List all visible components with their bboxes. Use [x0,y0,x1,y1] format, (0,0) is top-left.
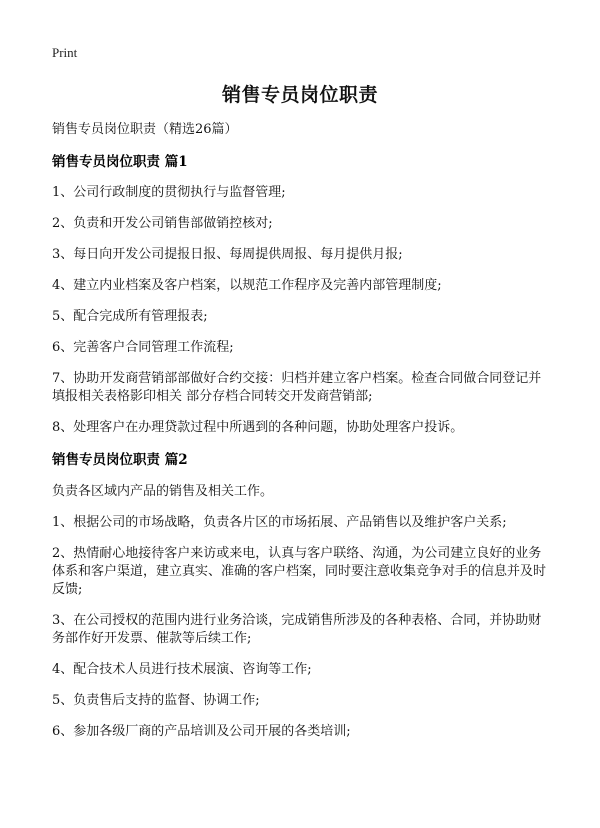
list-item: 4、建立内业档案及客户档案，以规范工作程序及完善内部管理制度; [52,278,442,293]
list-item: 3、在公司授权的范围内进行业务洽谈，完成销售所涉及的各种表格、合同，并协助财务部作好开发票、催款等后续工作; [52,613,542,646]
list-item: 7、协助开发商营销部部做好合约交接：归档并建立客户档案。检查合同做合同登记并填报相关表格影印相关 部分存档合同转交开发商营销部; [52,371,542,404]
print-link[interactable]: Print [52,45,78,60]
list-item: 8、处理客户在办理贷款过程中所遇到的各种问题，协助处理客户投诉。 [52,420,464,435]
list-item: 4、配合技术人员进行技术展演、咨询等工作; [52,662,312,677]
list-item: 3、每日向开发公司提报日报、每周提供周报、每月提供月报; [52,247,403,262]
list-item: 1、公司行政制度的贯彻执行与监督管理; [52,185,286,200]
section-heading-1: 销售专员岗位职责 篇1 [52,154,188,170]
list-item: 1、根据公司的市场战略，负责各片区的市场拓展、产品销售以及维护客户关系; [52,515,507,530]
list-item: 5、负责售后支持的监督、协调工作; [52,693,260,708]
document-body [52,120,552,754]
list-item: 6、参加各级厂商的产品培训及公司开展的各类培训; [52,724,351,739]
section-intro: 负责各区域内产品的销售及相关工作。 [52,484,274,499]
section-heading-2: 销售专员岗位职责 篇2 [52,452,188,468]
list-item: 5、配合完成所有管理报表; [52,309,208,324]
document-title: 销售专员岗位职责 [221,84,378,106]
list-item: 2、热情耐心地接待客户来访或来电，认真与客户联络、沟通，为公司建立良好的业务体系和客户渠道，建立真实、准确的客户档案，同时要注意收集竞争对手的信息并及时反馈; [52,546,547,597]
list-item: 6、完善客户合同管理工作流程; [52,340,234,355]
list-item: 2、负责和开发公司销售部做销控核对; [52,216,273,231]
document-subtitle: 销售专员岗位职责（精选26篇） [52,122,238,137]
